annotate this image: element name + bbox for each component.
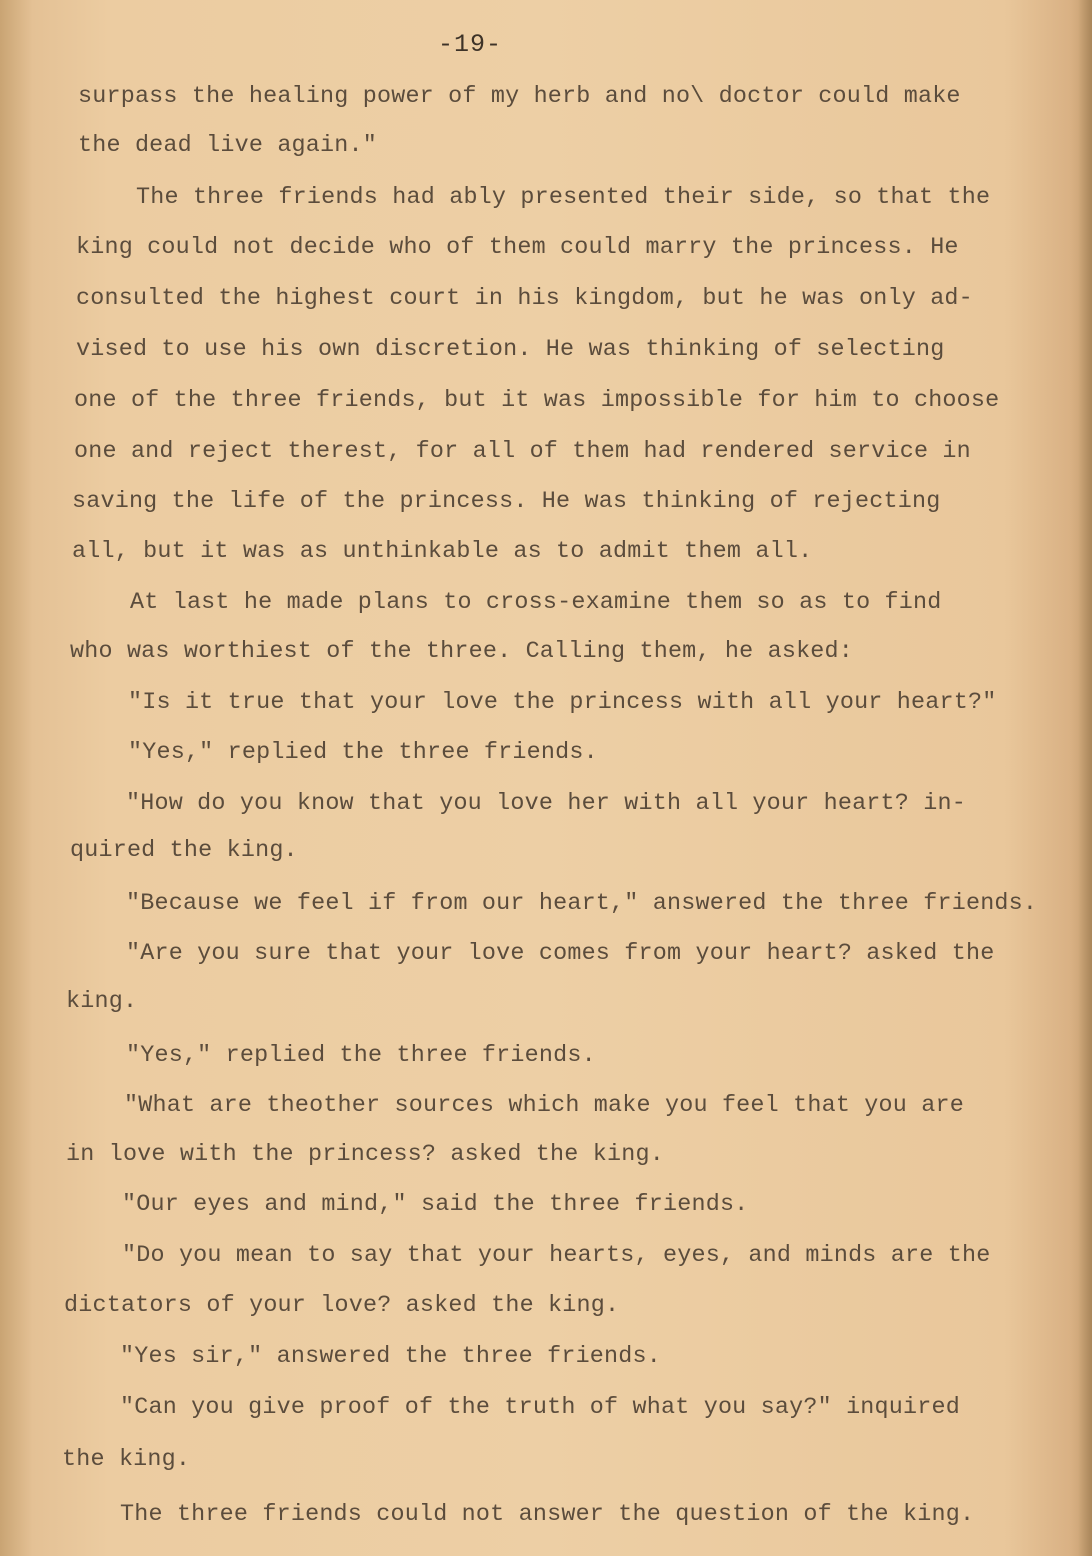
text-line: one and reject therest, for all of them had rendered service in bbox=[74, 439, 971, 465]
text-line: vised to use his own discretion. He was thinking of selecting bbox=[76, 337, 945, 363]
text-line: who was worthiest of the three. Calling them, he asked: bbox=[70, 639, 854, 665]
text-line: "Yes sir," answered the three friends. bbox=[120, 1344, 661, 1370]
text-line: "Because we feel if from our heart," answered the three friends. bbox=[126, 891, 1038, 917]
text-line: The three friends had ably presented their side, so that the bbox=[136, 185, 991, 211]
text-line: king. bbox=[66, 989, 138, 1015]
text-line: "Yes," replied the three friends. bbox=[126, 1043, 596, 1069]
text-line: "Our eyes and mind," said the three friends. bbox=[122, 1192, 749, 1218]
text-line: dictators of your love? asked the king. bbox=[64, 1293, 620, 1319]
text-line: The three friends could not answer the question of the king. bbox=[120, 1502, 975, 1528]
text-line: the king. bbox=[62, 1447, 191, 1473]
text-line: one of the three friends, but it was impossible for him to choose bbox=[74, 388, 1000, 414]
text-line: "Are you sure that your love comes from your heart? asked the bbox=[126, 941, 995, 967]
text-line: At last he made plans to cross-examine them so as to find bbox=[130, 590, 942, 616]
text-line: consulted the highest court in his kingdom, but he was only ad- bbox=[76, 286, 973, 312]
text-line: in love with the princess? asked the king. bbox=[66, 1142, 664, 1168]
text-line: king could not decide who of them could marry the princess. He bbox=[76, 235, 959, 261]
text-line: all, but it was as unthinkable as to admit them all. bbox=[72, 539, 813, 565]
text-line: "How do you know that you love her with all your heart? in- bbox=[126, 791, 966, 817]
text-line: saving the life of the princess. He was thinking of rejecting bbox=[72, 489, 941, 515]
text-line: "What are theother sources which make you feel that you are bbox=[124, 1093, 964, 1119]
paper-edge bbox=[1078, 0, 1092, 1556]
text-line: "Yes," replied the three friends. bbox=[128, 740, 598, 766]
text-line: quired the king. bbox=[70, 838, 298, 864]
text-line: "Is it true that your love the princess with all your heart?" bbox=[128, 690, 997, 716]
page-number: -19- bbox=[438, 30, 503, 59]
text-line: the dead live again." bbox=[78, 133, 377, 159]
text-line: "Can you give proof of the truth of what you say?" inquired bbox=[120, 1395, 960, 1421]
text-line: surpass the healing power of my herb and no\ doctor could make bbox=[78, 84, 961, 110]
text-line: "Do you mean to say that your hearts, eyes, and minds are the bbox=[122, 1243, 991, 1269]
